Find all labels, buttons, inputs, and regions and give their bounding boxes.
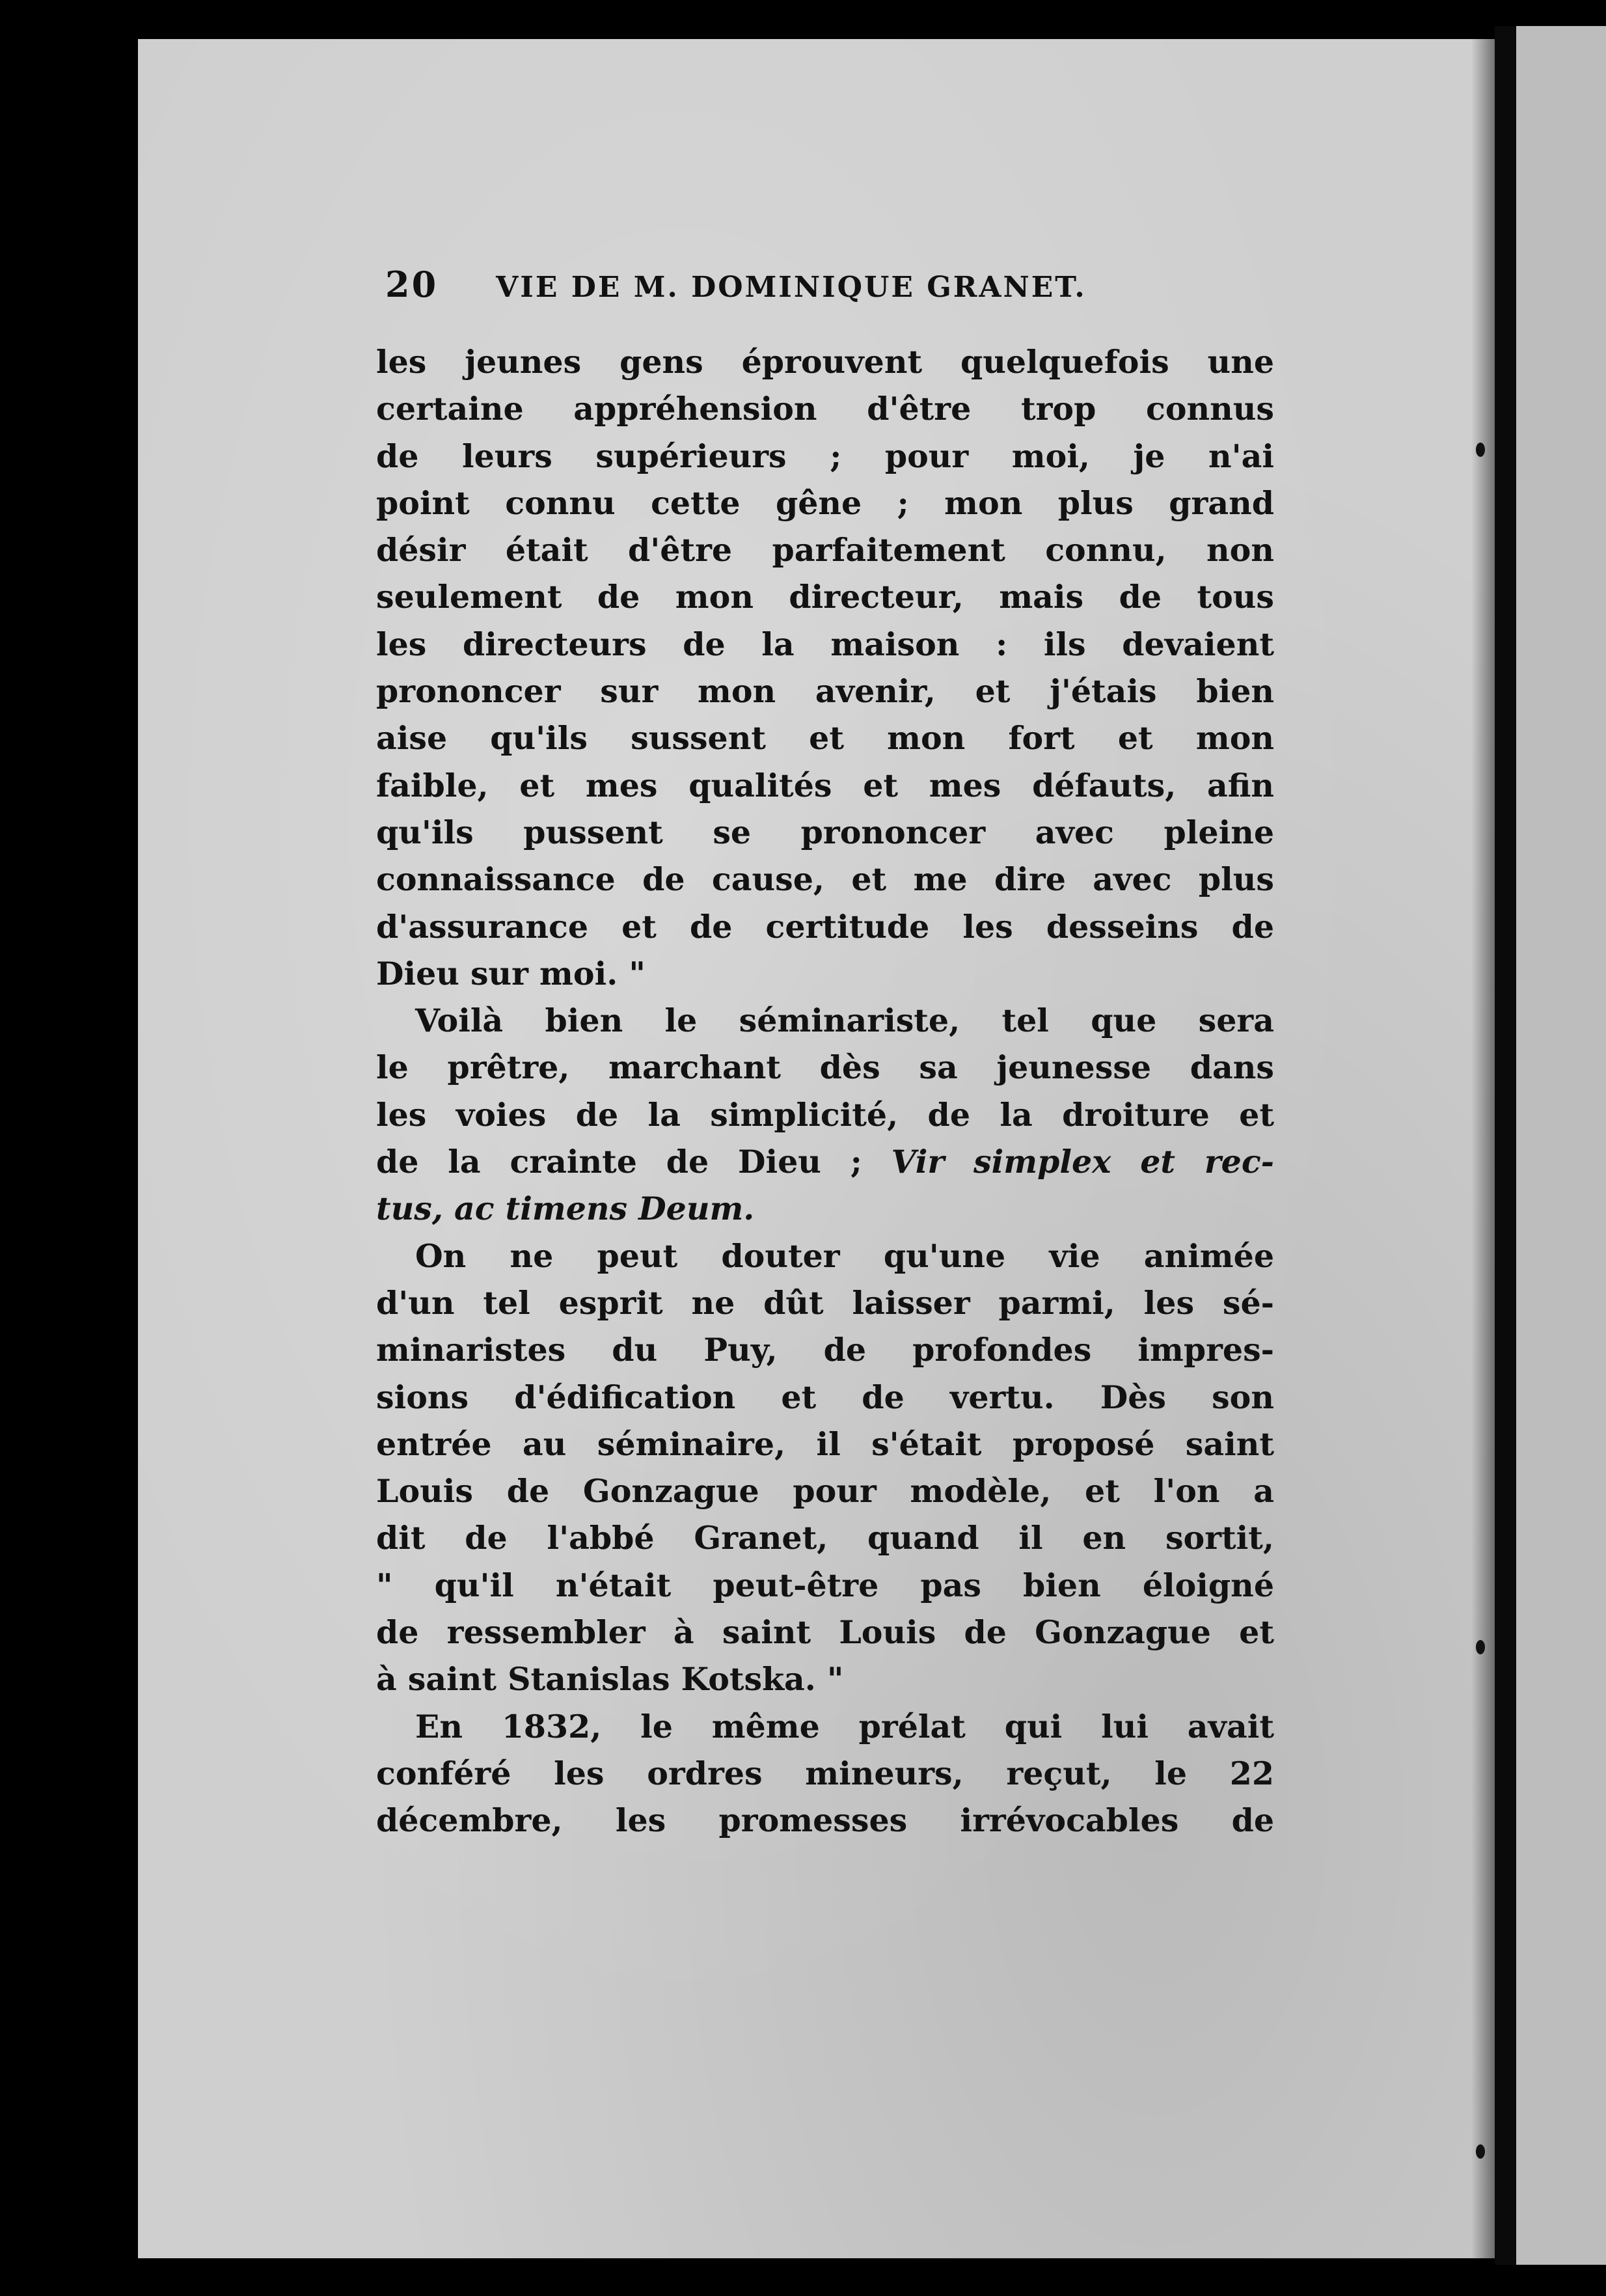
- running-title: VIE DE M. DOMINIQUE GRANET.: [496, 271, 1087, 304]
- text-line: dit de l'abbé Granet, quand il en sortit,: [376, 1519, 1274, 1557]
- text-line: [376, 1233, 1274, 1279]
- text-line: aise qu'ils sussent et mon fort et mon: [376, 719, 1274, 758]
- paragraph-1: [376, 338, 1274, 997]
- text-line: [376, 1703, 1274, 1750]
- text-line: d'un tel esprit ne dût laisser parmi, les sé-: [376, 1283, 1274, 1322]
- text-line: Louis de Gonzague pour modèle, et l'on a: [376, 1472, 1274, 1510]
- text-line: conféré les ordres mineurs, reçut, le 22: [376, 1754, 1274, 1792]
- text-line-content: En 1832, le même prélat qui lui avait: [415, 1707, 1274, 1745]
- text-line: Dieu sur moi. ": [376, 954, 646, 992]
- text-line: [376, 997, 1274, 1044]
- text-line: qu'ils pussent se prononcer avec pleine: [376, 813, 1274, 851]
- text-line: faible, et mes qualités et mes défauts, afin: [376, 766, 1274, 804]
- text-line: de ressembler à saint Louis de Gonzague et: [376, 1613, 1274, 1652]
- text-line: minaristes du Puy, de profondes impres-: [376, 1331, 1274, 1369]
- text-line: de leurs supérieurs ; pour moi, je n'ai: [376, 437, 1274, 475]
- text-line: point connu cette gêne ; mon plus grand: [376, 484, 1274, 522]
- text-line-content: On ne peut douter qu'une vie animée: [415, 1237, 1274, 1275]
- facing-page-edge: [1516, 26, 1606, 2265]
- text-line: les voies de la simplicité, de la droiture et: [376, 1095, 1274, 1134]
- text-line: [376, 1138, 1274, 1185]
- text-line: les directeurs de la maison : ils devaient: [376, 625, 1274, 663]
- paragraph-3: [376, 1233, 1274, 1703]
- text-line: certaine appréhension d'être trop connus: [376, 390, 1274, 428]
- text-line: d'assurance et de certitude les desseins de: [376, 907, 1274, 946]
- paragraph-2: [376, 997, 1274, 1232]
- text-line: sions d'édification et de vertu. Dès son: [376, 1378, 1274, 1416]
- gutter-shadow: [1471, 39, 1495, 2258]
- text-line: entrée au séminaire, il s'était proposé saint: [376, 1425, 1274, 1463]
- text-line: à saint Stanislas Kotska. ": [376, 1660, 844, 1699]
- text-line: " qu'il n'était peut-être pas bien éloigné: [376, 1566, 1274, 1604]
- text-line: décembre, les promesses irrévocables de: [376, 1801, 1274, 1840]
- book-gutter: [1495, 26, 1516, 2265]
- edge-speck: [1476, 443, 1485, 457]
- text-line: les jeunes gens éprouvent quelquefois une: [376, 343, 1274, 381]
- page-number: 20: [385, 264, 439, 305]
- text-line: connaissance de cause, et me dire avec plus: [376, 860, 1274, 899]
- text-line: prononcer sur mon avenir, et j'étais bien: [376, 672, 1274, 711]
- running-head: [385, 264, 1296, 322]
- text-line-content: Voilà bien le séminariste, tel que sera: [415, 1002, 1274, 1040]
- text-line: le prêtre, marchant dès sa jeunesse dans: [376, 1048, 1274, 1087]
- latin-quote-end: tus, ac timens Deum.: [376, 1190, 755, 1228]
- edge-speck: [1476, 1640, 1485, 1654]
- paragraph-4: [376, 1703, 1274, 1844]
- text-line: désir était d'être parfaitement connu, non: [376, 531, 1274, 569]
- edge-speck: [1476, 2144, 1485, 2159]
- text-line: seulement de mon directeur, mais de tous: [376, 578, 1274, 616]
- text-line-roman: de la crainte de Dieu ;: [376, 1143, 891, 1181]
- body-text: [376, 338, 1274, 1844]
- latin-quote: Vir simplex et rec-: [891, 1143, 1274, 1181]
